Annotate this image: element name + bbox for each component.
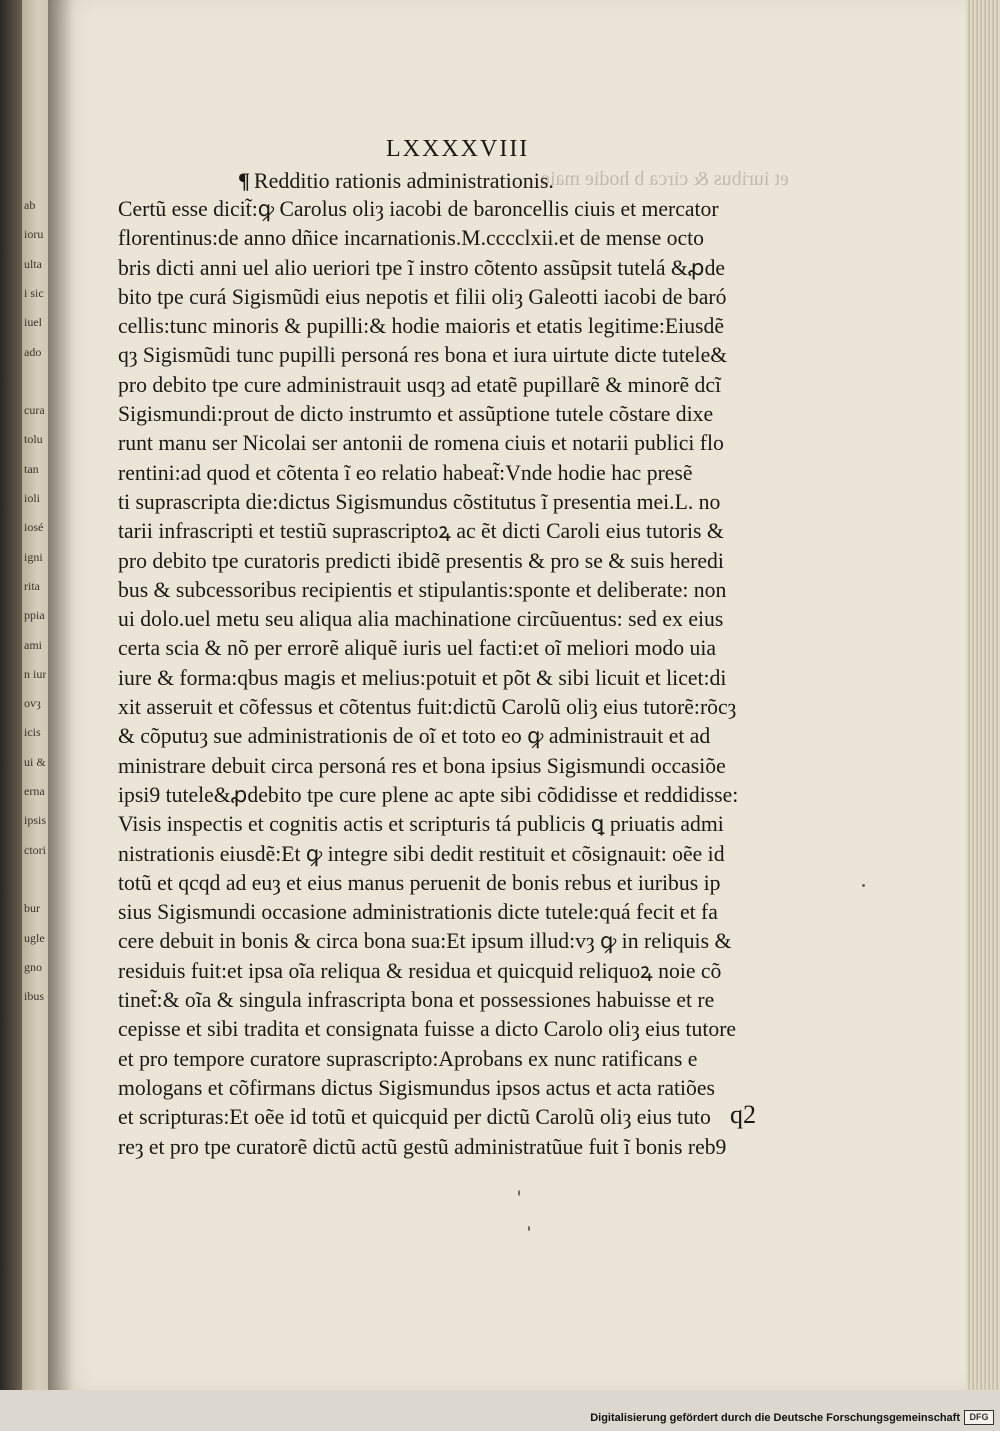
text-line: totũ et qcqd ad euȝ et eius manus peruenit de bonis rebus et iuribus ip [118, 870, 721, 895]
text-line: tarii infrascripti et testiũ suprascriptoꝝ ac ẽt dicti Caroli eius tutoris & [118, 519, 724, 544]
book-spine-shadow [0, 0, 22, 1390]
facing-text-fragment: ab [24, 198, 36, 212]
facing-text-fragment: ugle [24, 930, 45, 945]
text-line: reȝ et pro tpe curatorẽ dictũ actũ gestũ administratũue fuit ĩ bonis reb9 [118, 1134, 727, 1159]
text-line: xit asseruit et cõfessus et cõtentus fuit:dictũ Carolũ oliȝ eius tutorẽ:rõcȝ [118, 695, 737, 720]
text-line: bito tpe curá Sigismũdi eius nepotis et filii oliȝ Galeotti iacobi de baró [118, 284, 727, 309]
text-line: residuis fuit:et ipsa oĩa reliqua & residua et quicquid reliquoꝝ noie cõ [118, 958, 722, 983]
facing-text-fragment: rita [24, 578, 40, 593]
text-line: certa scia & nõ per errorẽ aliquẽ iuris uel facti:et oĩ meliori modo uia [118, 636, 716, 661]
signature-mark: q2 [730, 1100, 756, 1129]
section-heading [238, 168, 554, 194]
paper-speck [518, 1190, 520, 1196]
text-line: ti suprascripta die:dictus Sigismundus cõstitutus ĩ presentia mei.L. no [118, 489, 721, 514]
text-line: iure & forma:qbus magis et melius:potuit et põt & sibi licuit et licet:di [118, 665, 727, 690]
text-line: Certũ esse dicit̃:ꝙ Carolus oliȝ iacobi de baroncellis ciuis et mercator [118, 197, 719, 221]
text-line: ipsi9 tutele&ꝓdebito tpe cure plene ac apte sibi cõdidisse et reddidisse: [118, 782, 739, 807]
text-line: nistrationis eiusdẽ:Et ꝙ integre sibi dedit restituit et cõsignauit: oẽe id [118, 841, 725, 866]
text-line: bus & subcessoribus recipientis et stipulantis:sponte et deliberate: non [118, 577, 727, 602]
paper-speck [528, 1226, 530, 1231]
text-line: & cõputuȝ sue administrationis de oĩ et toto eo ꝙ administrauit et ad [118, 724, 711, 749]
dfg-logo: DFG [964, 1410, 994, 1425]
facing-text-fragment: ppia [24, 608, 45, 623]
facing-text-fragment: ovȝ [24, 696, 41, 711]
pilcrow-mark: ¶ [238, 168, 250, 193]
facing-text-fragment: icis [24, 725, 41, 740]
text-line: pro debito tpe cure administrauit usqȝ ad etatẽ pupillarẽ & minorẽ dcĩ [118, 372, 721, 397]
text-line: cellis:tunc minoris & pupilli:& hodie maioris et etatis legitime:Eiusdẽ [118, 314, 724, 339]
text-line: rentini:ad quod et cõtenta ĩ eo relatio habeat̃:Vnde hodie hac presẽ [118, 460, 693, 485]
body-text [118, 195, 790, 1162]
viewer-footer-band [0, 1390, 1000, 1431]
heading-text: Redditio rationis administrationis. [253, 168, 554, 193]
page-edges [966, 0, 1000, 1390]
text-line: bris dicti anni uel alio ueriori tpe ĩ instro cõtento assũpsit tutelá &ꝓde [118, 255, 726, 280]
text-line: ministrare debuit circa personá res et bona ipsius Sigismundi occasiõe [118, 753, 726, 778]
facing-text-fragment: ado [24, 344, 42, 359]
facing-text-fragment: gno [24, 959, 42, 974]
facing-text-fragment: cura [24, 403, 45, 418]
funding-credit: Digitalisierung gefördert durch die Deutsche Forschungsgemeinschaft [590, 1412, 960, 1424]
text-line: qȝ Sigismũdi tunc pupilli personá res bona et iura uirtute dicte tutele& [118, 343, 728, 368]
facing-text-fragment: i sic [24, 285, 44, 300]
text-line: florentinus:de anno dñice incarnationis.M.cccclxii.et de mense octo [118, 226, 704, 251]
facing-text-fragment: ioru [24, 227, 44, 242]
facing-text-fragment: ibus [24, 989, 45, 1004]
text-line: mologans et cõfirmans dictus Sigismundus ipsos actus et acta ratiões [118, 1075, 715, 1100]
facing-text-fragment: tolu [24, 432, 43, 447]
text-line: sius Sigismundi occasione administrationis dicte tutele:quá fecit et fa [118, 900, 718, 925]
facing-text-fragment: ulta [24, 256, 42, 271]
facing-text-fragment: ami [24, 637, 42, 652]
facing-text-fragment: iosé [24, 520, 44, 535]
facing-page-margin [22, 0, 49, 1390]
paper-speck [862, 884, 865, 887]
gutter-shadow [48, 0, 74, 1390]
text-line: cere debuit in bonis & circa bona sua:Et ipsum illud:vȝ ꝙ in reliquis & [118, 929, 732, 954]
show-through-text: et iuribus & circa b hodie maio [540, 168, 789, 190]
facing-text-fragment: ioli [24, 491, 41, 505]
text-line: cepisse et sibi tradita et consignata fuisse a dicto Carolo oliȝ eius tutore [118, 1017, 737, 1042]
facing-text-fragment: iuel [24, 315, 42, 330]
facing-text-fragment: erna [24, 784, 45, 798]
text-line: runt manu ser Nicolai ser antonii de romena ciuis et notarii publici flo [118, 431, 724, 456]
facing-text-fragment: igni [24, 549, 43, 564]
facing-text-fragment: bur [24, 901, 40, 916]
facing-text-fragment: tan [24, 461, 39, 476]
text-line: tinet̃:& oĩa & singula infrascripta bona et possessiones habuisse et re [118, 988, 715, 1013]
facing-text-fragment: n iur [24, 666, 46, 681]
folio-number: LXXXXVIII [386, 136, 530, 162]
text-line: pro debito tpe curatoris predicti ibidẽ presentis & pro se & suis heredi [118, 548, 724, 573]
text-line: et pro tempore curatore suprascripto:Aprobans ex nunc ratificans e [118, 1046, 698, 1071]
text-line: ui dolo.uel metu seu aliqua alia machinatione circũuentus: sed ex eius [118, 607, 724, 632]
facing-text-fragment: ipsis [24, 813, 46, 828]
text-line: Visis inspectis et cognitis actis et scripturis tá publicis ꝗ priuatis admi [118, 812, 724, 837]
text-line: et scripturas:Et oẽe id totũ et quicquid per dictũ Carolũ oliȝ eius tuto [118, 1105, 711, 1130]
text-line: Sigismundi:prout de dicto instrumto et assũptione tutele cõstare dixe [118, 402, 714, 427]
facing-text-fragment: ctori [24, 842, 46, 857]
facing-text-fragment: ui & [24, 754, 46, 769]
